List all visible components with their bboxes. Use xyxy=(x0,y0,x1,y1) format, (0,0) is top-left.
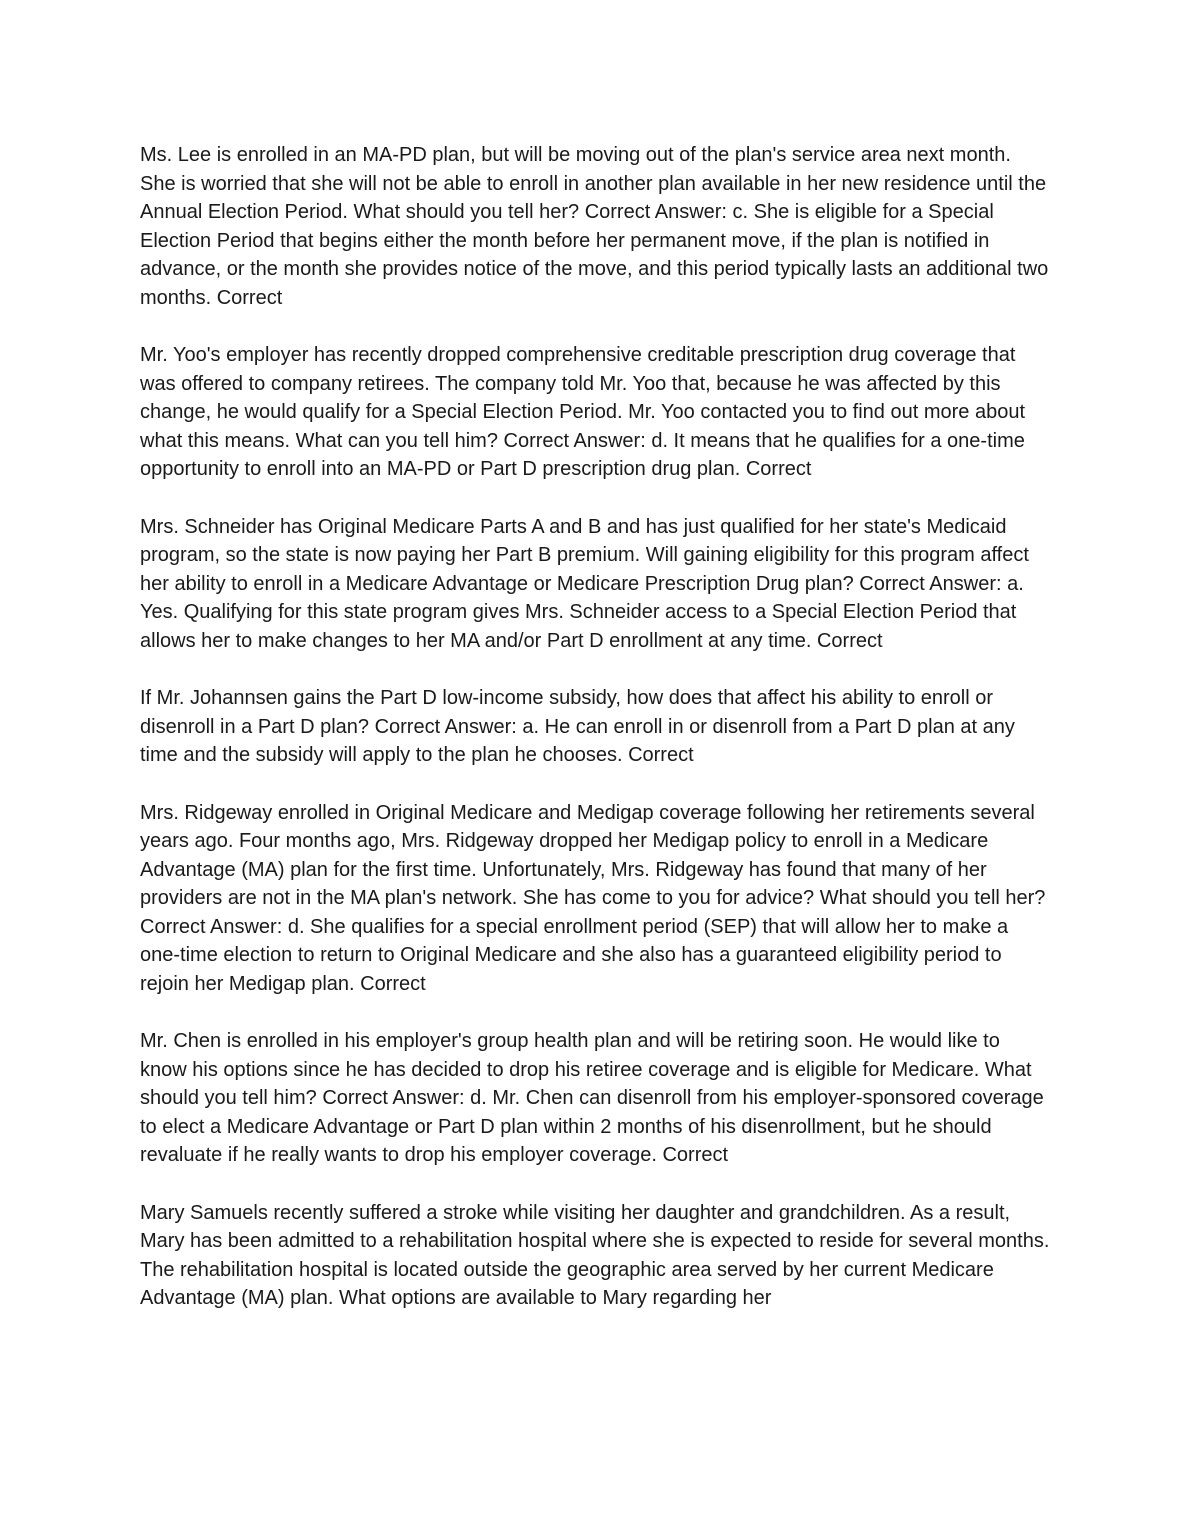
paragraph-mary-samuels: Mary Samuels recently suffered a stroke while visiting her daughter and grandchildren. As a result, Mary has been admitted to a rehabilitation hospital where she is expected to reside for several months. The rehabilitation hospital is located outside the geographic area served by her current Medicare Advantage (MA) plan. What options are available to Mary regarding her xyxy=(140,1201,1050,1309)
paragraph-mrs-ridgeway: Mrs. Ridgeway enrolled in Original Medicare and Medigap coverage following her retirements several years ago. Four months ago, Mrs. Ridgeway dropped her Medigap policy to enroll in a Medicare Advantage (MA) plan for the first time. Unfortunately, Mrs. Ridgeway has found that many of her providers are not in the MA plan's network. She has come to you for advice? What should you tell her? Correct Answer: d. She qualifies for a special enrollment period (SEP) that will allow her to make a one-time election to return to Original Medicare and she also has a guaranteed eligibility period to rejoin her Medigap plan. Correct xyxy=(140,801,1046,995)
paragraph-mr-johannsen: If Mr. Johannsen gains the Part D low-income subsidy, how does that affect his ability to enroll or disenroll in a Part D plan? Correct Answer: a. He can enroll in or disenroll from a Part D plan at any time and the subsidy will apply to the plan he chooses. Correct xyxy=(140,687,1015,766)
document-body xyxy=(140,141,1052,1342)
paragraph-ms-lee: Ms. Lee is enrolled in an MA-PD plan, but will be moving out of the plan's service area next month. She is worried that she will not be able to enroll in another plan available in her new residence until the Annual Election Period. What should you tell her? Correct Answer: c. She is eligible for a Special Election Period that begins either the month before her permanent move, if the plan is notified in advance, or the month she provides notice of the move, and this period typically lasts an additional two months. Correct xyxy=(140,144,1049,309)
paragraph-mr-yoo: Mr. Yoo's employer has recently dropped comprehensive creditable prescription drug coverage that was offered to company retirees. The company told Mr. Yoo that, because he was affected by this change, he would qualify for a Special Election Period. Mr. Yoo contacted you to find out more about what this means. What can you tell him? Correct Answer: d. It means that he qualifies for a one-time opportunity to enroll into an MA-PD or Part D prescription drug plan. Correct xyxy=(140,344,1026,480)
paragraph-mr-chen: Mr. Chen is enrolled in his employer's group health plan and will be retiring soon. He would like to know his options since he has decided to drop his retiree coverage and is eligible for Medicare. What should you tell him? Correct Answer: d. Mr. Chen can disenroll from his employer-sponsored coverage to elect a Medicare Advantage or Part D plan within 2 months of his disenrollment, but he should revaluate if he really wants to drop his employer coverage. Correct xyxy=(140,1030,1044,1166)
paragraph-mrs-schneider: Mrs. Schneider has Original Medicare Parts A and B and has just qualified for her state's Medicaid program, so the state is now paying her Part B premium. Will gaining eligibility for this program affect her ability to enroll in a Medicare Advantage or Medicare Prescription Drug plan? Correct Answer: a. Yes. Qualifying for this state program gives Mrs. Schneider access to a Special Election Period that allows her to make changes to her MA and/or Part D enrollment at any time. Correct xyxy=(140,515,1029,652)
